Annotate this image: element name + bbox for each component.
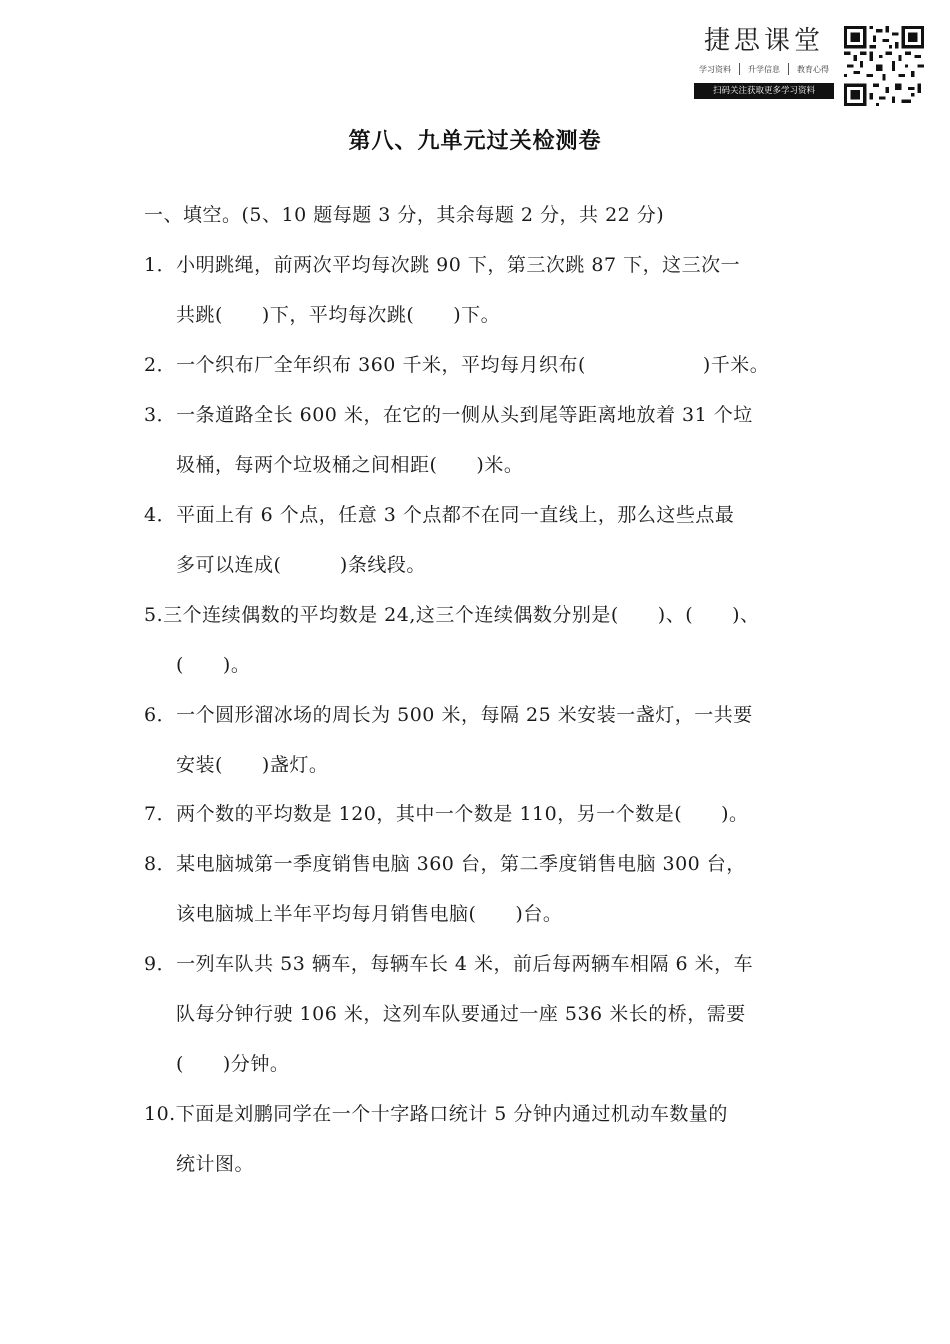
qr-code-icon[interactable] <box>844 26 924 106</box>
question-number: 6． <box>144 704 177 726</box>
question-text: 某电脑城第一季度销售电脑 360 台，第二季度销售电脑 300 台， <box>176 853 746 875</box>
brand-block <box>694 24 834 99</box>
question-5-cont: ( )。 <box>176 654 251 676</box>
question-text: 两个数的平均数是 120，其中一个数是 110，另一个数是( )。 <box>176 803 749 825</box>
page-title: 第八、九单元过关检测卷 <box>348 129 602 154</box>
question-6 <box>144 702 753 728</box>
question-9-cont: ( )分钟。 <box>176 1053 290 1075</box>
question-text: 一个织布厂全年织布 360 千米，平均每月织布( )千米。 <box>176 354 770 376</box>
brand-slogan: 扫码关注获取更多学习资料 <box>694 83 834 99</box>
question-number: 3． <box>144 404 177 426</box>
section-heading: 一、填空。(5、10 题每题 3 分，其余每题 2 分，共 22 分) <box>144 204 665 226</box>
question-text: 一个圆形溜冰场的周长为 500 米，每隔 25 米安装一盏灯，一共要 <box>176 704 753 726</box>
brand-tag: 教育心得 <box>797 65 829 74</box>
tag-divider <box>739 63 740 75</box>
question-number: 1． <box>144 254 177 276</box>
question-7 <box>144 801 749 827</box>
question-1 <box>144 252 740 278</box>
question-number: 8． <box>144 853 177 875</box>
question-1-cont: 共跳( )下，平均每次跳( )下。 <box>176 304 501 326</box>
brand-name: 捷思课堂 <box>703 26 824 56</box>
question-number: 10. <box>144 1103 176 1125</box>
question-10 <box>144 1101 728 1127</box>
question-3 <box>144 402 753 428</box>
question-3-cont: 圾桶，每两个垃圾桶之间相距( )米。 <box>176 454 524 476</box>
question-text: 平面上有 6 个点，任意 3 个点都不在同一直线上，那么这些点最 <box>176 504 735 526</box>
question-number: 4． <box>144 504 177 526</box>
tag-divider <box>788 63 789 75</box>
question-text: 小明跳绳，前两次平均每次跳 90 下，第三次跳 87 下，这三次一 <box>176 254 741 276</box>
question-number: 5. <box>144 604 164 626</box>
question-4 <box>144 502 734 528</box>
question-9 <box>144 951 753 977</box>
question-8-cont: 该电脑城上半年平均每月销售电脑( )台。 <box>176 903 563 925</box>
question-8 <box>144 851 746 877</box>
question-text: 一条道路全长 600 米，在它的一侧从头到尾等距离地放着 31 个垃 <box>176 404 753 426</box>
question-5 <box>144 602 760 628</box>
question-text: 下面是刘鹏同学在一个十字路口统计 5 分钟内通过机动车数量的 <box>175 1103 728 1125</box>
question-number: 2． <box>144 354 177 376</box>
brand-tag: 升学信息 <box>748 65 780 74</box>
brand-tag: 学习资料 <box>699 65 731 74</box>
brand-tags <box>694 64 834 75</box>
question-9-cont: 队每分钟行驶 106 米，这列车队要通过一座 536 米长的桥，需要 <box>176 1003 746 1025</box>
question-number: 7． <box>144 803 177 825</box>
question-text: 三个连续偶数的平均数是 24,这三个连续偶数分别是( )、( )、 <box>163 604 760 626</box>
question-2 <box>144 352 769 378</box>
question-10-cont: 统计图。 <box>176 1153 255 1175</box>
question-4-cont: 多可以连成( )条线段。 <box>176 554 426 576</box>
question-text: 一列车队共 53 辆车，每辆车长 4 米，前后每两辆车相隔 6 米，车 <box>176 953 754 975</box>
question-number: 9． <box>144 953 177 975</box>
question-6-cont: 安装( )盏灯。 <box>176 754 329 776</box>
